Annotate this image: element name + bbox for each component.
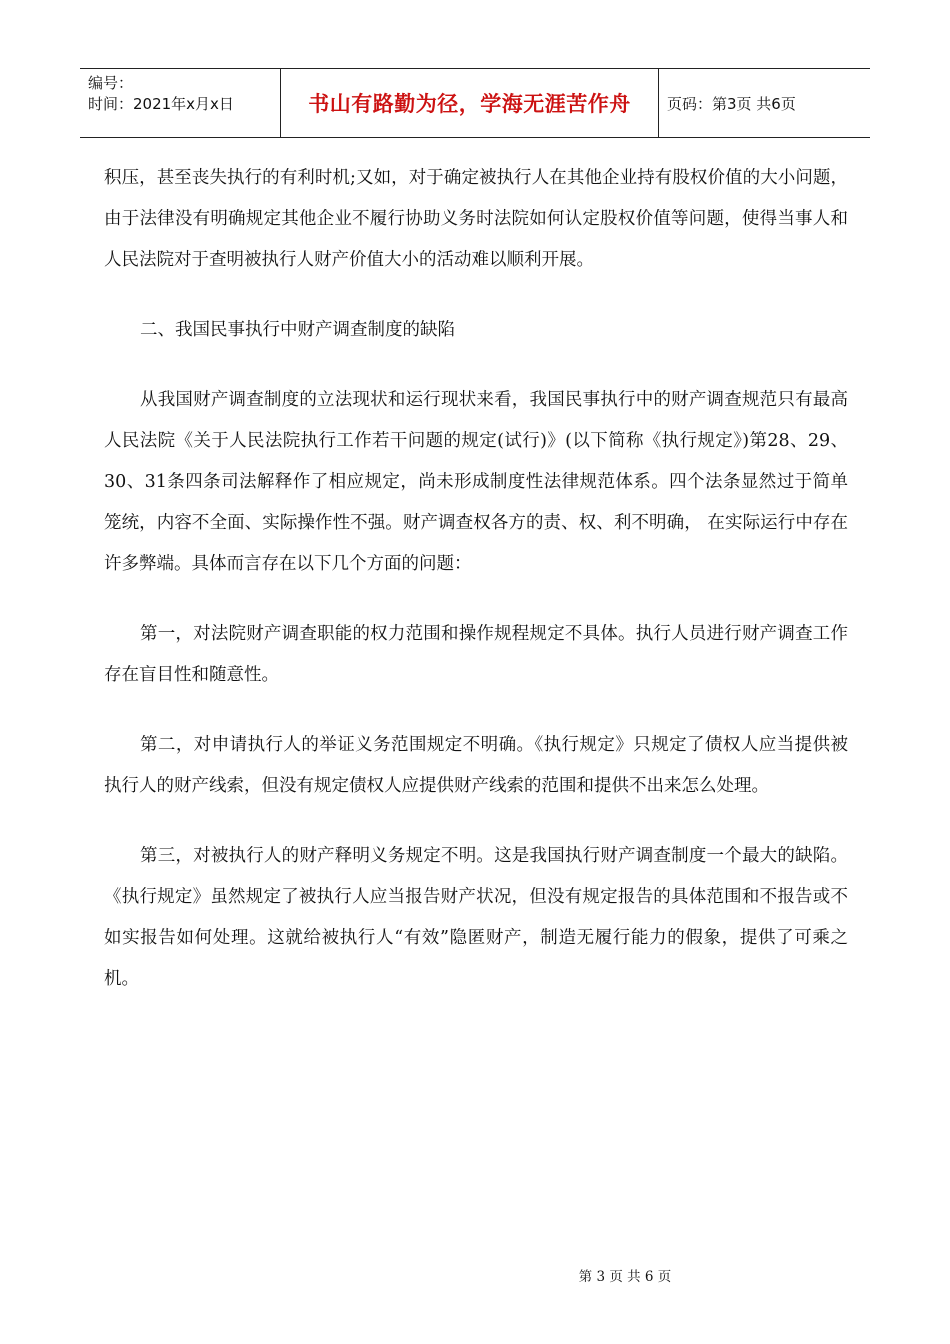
body-paragraph: 第三，对被执行人的财产释明义务规定不明。这是我国执行财产调查制度一个最大的缺陷。《执行规定》虽然规定了被执行人应当报告财产状况，但没有规定报告的具体范围和不报告或不如实报告如何处理。这就给被执行人“有效”隐匿财产，制造无履行能力的假象，提供了可乘之机。 <box>104 846 848 989</box>
page-header <box>80 68 870 138</box>
document-body <box>104 158 848 1029</box>
page-footer: 第 3 页 共 6 页 <box>578 1269 672 1285</box>
header-motto-cell <box>281 69 659 137</box>
body-paragraph: 从我国财产调查制度的立法现状和运行现状来看，我国民事执行中的财产调查规范只有最高人民法院《关于人民法院执行工作若干问题的规定(试行)》(以下简称《执行规定》)第28、29、30、31条四条司法解释作了相应规定，尚未形成制度性法律规范体系。四个法条显然过于简单笼统，内容不全面、实际操作性不强。财产调查权各方的责、权、利不明确， 在实际运行中存在许多弊端。具体而言存在以下几个方面的问题： <box>104 390 848 574</box>
header-page-cell <box>659 69 870 137</box>
header-page-number: 页码：第3页 共6页 <box>667 94 796 113</box>
document-date-label: 时间：2021年x月x日 <box>88 95 234 113</box>
document-number-label: 编号： <box>88 74 134 92</box>
body-paragraph: 第二，对申请执行人的举证义务范围规定不明确。《执行规定》只规定了债权人应当提供被执行人的财产线索，但没有规定债权人应提供财产线索的范围和提供不出来怎么处理。 <box>104 735 848 796</box>
body-paragraph: 第一，对法院财产调查职能的权力范围和操作规程规定不具体。执行人员进行财产调查工作存在盲目性和随意性。 <box>104 624 848 685</box>
header-motto: 书山有路勤为径，学海无涯苦作舟 <box>308 92 631 116</box>
section-heading: 二、我国民事执行中财产调查制度的缺陷 <box>140 320 455 340</box>
header-info-cell <box>80 69 281 137</box>
body-paragraph: 积压，甚至丧失执行的有利时机;又如，对于确定被执行人在其他企业持有股权价值的大小问题，由于法律没有明确规定其他企业不履行协助义务时法院如何认定股权价值等问题，使得当事人和人民法院对于查明被执行人财产价值大小的活动难以顺利开展。 <box>104 168 848 270</box>
